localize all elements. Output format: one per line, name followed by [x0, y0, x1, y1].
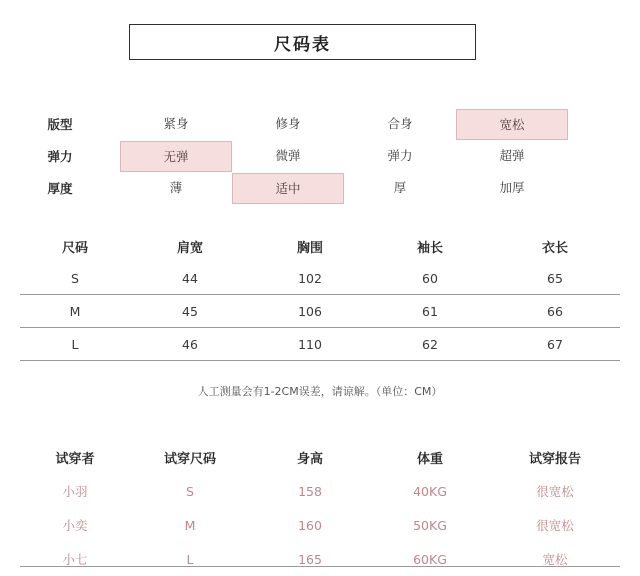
attribute-option[interactable]: 厚	[393, 180, 407, 195]
size-cell: 67	[490, 328, 620, 361]
size-table-header: 尺码	[61, 240, 88, 256]
size-cell: 62	[370, 328, 490, 361]
size-cell: L	[20, 328, 130, 361]
tryon-cell: 宽松	[542, 552, 568, 567]
attribute-option[interactable]: 修身	[275, 116, 301, 131]
tryon-cell: 小七	[62, 552, 88, 567]
attribute-option[interactable]: 合身	[387, 116, 413, 131]
attribute-row	[0, 108, 640, 140]
measurement-note: 人工测量会有1-2CM误差，请谅解。（单位：CM）	[197, 385, 443, 398]
attribute-option-selected[interactable]: 宽松	[456, 109, 568, 140]
tryon-table-header-row	[20, 440, 620, 474]
tryon-cell: M	[184, 517, 196, 533]
tryon-cell: 60KG	[413, 551, 447, 567]
size-cell: 110	[250, 328, 370, 361]
tryon-table-header: 试穿者	[55, 451, 95, 467]
size-table-header: 胸围	[296, 240, 323, 256]
table-row	[20, 542, 620, 576]
tryon-cell: 小羽	[62, 484, 88, 499]
attribute-option[interactable]: 弹力	[387, 148, 413, 163]
attribute-option-selected[interactable]: 无弹	[120, 141, 232, 172]
table-row	[20, 262, 620, 295]
attributes-matrix	[0, 108, 640, 204]
size-cell: 106	[250, 295, 370, 328]
size-cell: S	[71, 270, 79, 286]
attribute-label: 厚度	[47, 181, 73, 196]
table-row	[20, 328, 620, 361]
size-table-header: 肩宽	[176, 240, 203, 256]
size-cell: 44	[182, 270, 198, 286]
attribute-row	[0, 172, 640, 204]
tryon-table-header: 试穿报告	[528, 451, 581, 467]
size-cell: M	[20, 295, 130, 328]
attribute-option[interactable]: 加厚	[499, 180, 525, 195]
tryon-cell: S	[186, 483, 194, 499]
table-row	[20, 295, 620, 328]
tryon-cell: 160	[298, 517, 322, 533]
size-table-header: 袖长	[416, 240, 443, 256]
tryon-cell: 158	[298, 483, 322, 499]
tryon-table	[20, 440, 620, 576]
tryon-cell: 很宽松	[536, 484, 574, 499]
attribute-row	[0, 140, 640, 172]
size-cell: 65	[547, 270, 563, 286]
tryon-table-header: 试穿尺码	[163, 451, 216, 467]
size-cell: 66	[490, 295, 620, 328]
tryon-cell: 165	[298, 551, 322, 567]
size-table-header: 衣长	[541, 240, 568, 256]
table-row	[20, 508, 620, 542]
tryon-cell: L	[186, 551, 194, 567]
page-title-box	[129, 24, 476, 60]
tryon-cell: 50KG	[413, 517, 447, 533]
attribute-option[interactable]: 薄	[169, 180, 183, 195]
page-title: 尺码表	[274, 34, 331, 55]
attribute-option[interactable]: 紧身	[163, 116, 189, 131]
tryon-cell: 40KG	[413, 483, 447, 499]
table-row	[20, 474, 620, 508]
attribute-option[interactable]: 微弹	[275, 148, 301, 163]
size-cell: 102	[298, 270, 322, 286]
size-table-header-row	[20, 230, 620, 262]
tryon-table-header: 身高	[296, 451, 323, 467]
size-table	[20, 230, 620, 361]
size-cell: 60	[422, 270, 438, 286]
size-cell: 45	[130, 295, 250, 328]
attribute-label: 版型	[47, 117, 73, 132]
tryon-table-header: 体重	[416, 451, 443, 467]
size-cell: 61	[370, 295, 490, 328]
attribute-option[interactable]: 超弹	[499, 148, 525, 163]
attribute-label: 弹力	[47, 149, 73, 164]
tryon-cell: 很宽松	[536, 518, 574, 533]
size-cell: 46	[130, 328, 250, 361]
tryon-cell: 小奕	[62, 518, 88, 533]
attribute-option-selected[interactable]: 适中	[232, 173, 344, 204]
bottom-divider	[20, 566, 620, 567]
